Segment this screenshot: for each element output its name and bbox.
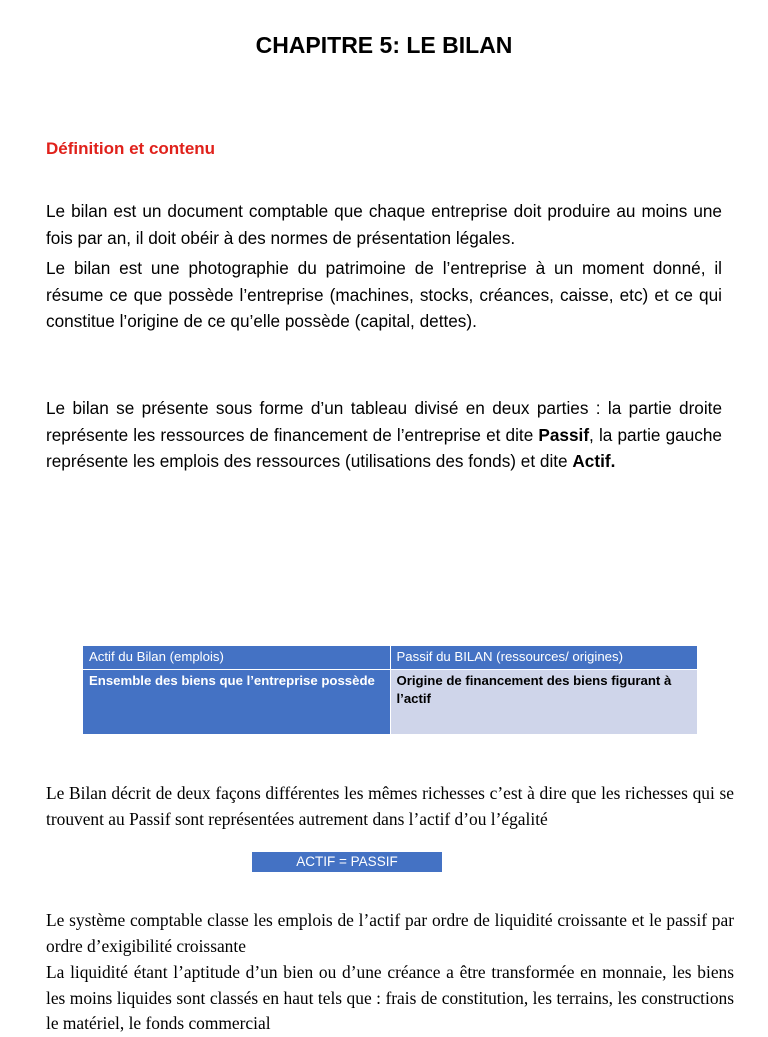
table-header-passif: Passif du BILAN (ressources/ origines) bbox=[390, 646, 698, 670]
table-cell-actif: Ensemble des biens que l’entreprise possède bbox=[83, 670, 391, 735]
paragraph-classement: Le système comptable classe les emplois de l’actif par ordre de liquidité croissante et le passif par ordre d’exigibilité croissante bbox=[46, 910, 734, 956]
paragraph-description: Le Bilan décrit de deux façons différentes les mêmes richesses c’est à dire que les richesses qui se trouvent au Passif sont représentées autrement dans l’actif d’ou l’égalité bbox=[46, 783, 734, 829]
actif-term: Actif. bbox=[572, 451, 616, 471]
paragraph-definition: Le bilan est un document comptable que chaque entreprise doit produire au moins une fois par an, il doit obéir à des normes de présentation légales. bbox=[46, 201, 722, 248]
paragraph-text: Le bilan se présente sous forme d’un tableau divisé en deux parties : la partie droite représente les ressources de financement de l’entreprise et dite bbox=[46, 398, 722, 445]
passif-term: Passif bbox=[538, 424, 590, 445]
equation-badge: ACTIF = PASSIF bbox=[252, 852, 442, 872]
paragraph-presentation bbox=[46, 395, 722, 475]
paragraph-text: , la partie gauche représente les emplois des ressources (utilisations des fonds) et dite bbox=[46, 424, 722, 471]
paragraph-patrimoine: Le bilan est une photographie du patrimoine de l’entreprise à un moment donné, il résume ce que possède l’entreprise (machines, stocks, créances, caisse, etc) et ce qui constitue l’origine de ce qu’elle possède (capital, dettes). bbox=[46, 258, 722, 331]
table-cell-passif: Origine de financement des biens figurant à l’actif bbox=[390, 670, 698, 735]
bilan-table bbox=[82, 645, 698, 735]
page-title: CHAPITRE 5: LE BILAN bbox=[255, 32, 513, 58]
section-heading: Définition et contenu bbox=[46, 139, 216, 158]
table-row bbox=[83, 670, 698, 735]
table-header-actif: Actif du Bilan (emplois) bbox=[83, 646, 391, 670]
table-header-row bbox=[83, 646, 698, 670]
paragraph-liquidite: La liquidité étant l’aptitude d’un bien ou d’une créance a être transformée en monnaie, les biens les moins liquides sont classés en haut tels que : frais de constitution, les terrains, les constructions le matériel, le fonds commercial bbox=[46, 962, 734, 1033]
